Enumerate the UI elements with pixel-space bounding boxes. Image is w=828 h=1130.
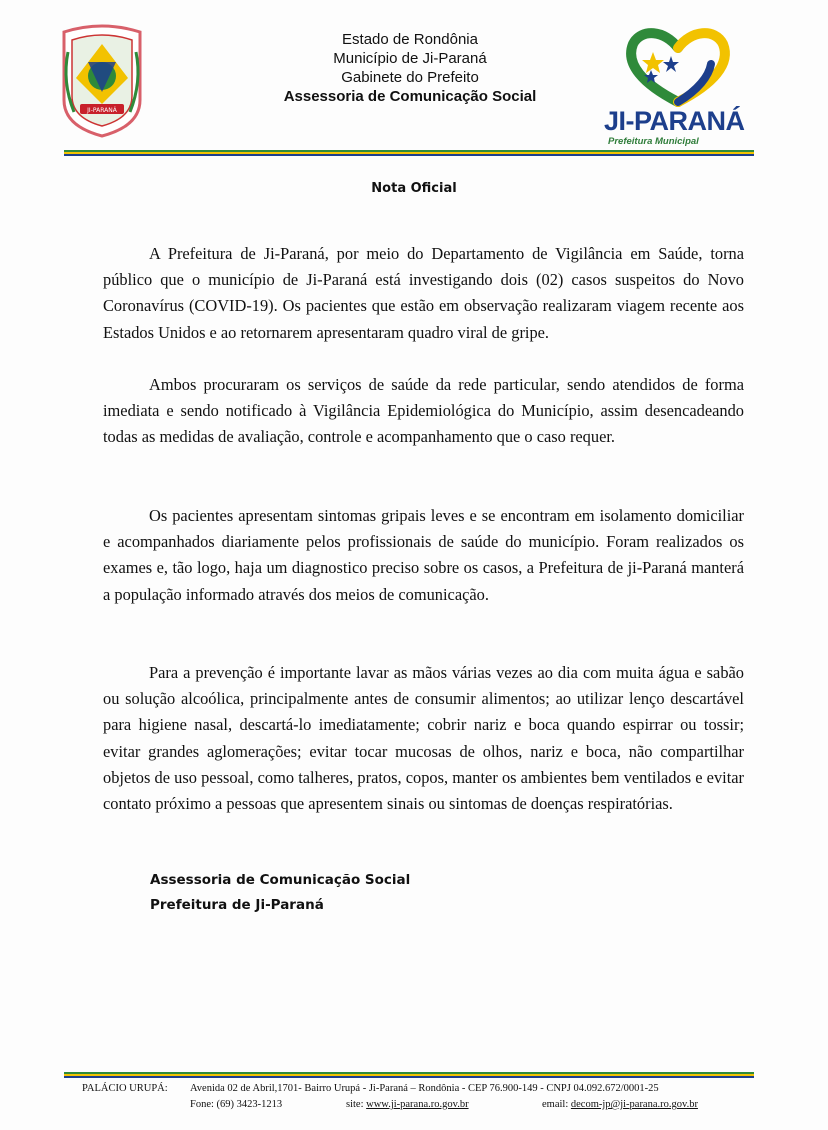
header-stripe-divider	[64, 150, 754, 156]
footer-phone: Fone: (69) 3423-1213	[190, 1099, 283, 1110]
coat-of-arms-text: JI-PARANÁ	[87, 107, 117, 114]
footer-site-label: site:	[346, 1099, 364, 1110]
footer-site	[346, 1097, 469, 1113]
logo-subtitle: Prefeitura Municipal	[608, 136, 699, 147]
paragraph-2: Ambos procuraram os serviços de saúde da rede particular, sendo atendidos de forma imediata e sendo notificado à Vigilância Epidemiológica do Município, assim desencadeando todas as medidas de avaliação, controle e acompanhamento que o caso requer.	[103, 375, 744, 447]
footer	[82, 1081, 742, 1113]
footer-site-link[interactable]: www.ji-parana.ro.gov.br	[366, 1099, 469, 1110]
paragraph-3: Os pacientes apresentam sintomas gripais leves e se encontram em isolamento domiciliar e acompanhados diariamente pelos profissionais de saúde do município. Foram realizados os exames e, tão logo, haja um diagnostico preciso sobre os casos, a Prefeitura de ji-Paraná manterá a população informado através dos meios de comunicação.	[103, 506, 744, 604]
document-title: Nota Oficial	[371, 181, 457, 196]
coat-of-arms-icon	[58, 22, 146, 140]
footer-label: PALÁCIO URUPÁ:	[82, 1083, 168, 1094]
footer-stripe-divider	[64, 1072, 754, 1078]
footer-email-link[interactable]: decom-jp@ji-parana.ro.gov.br	[570, 1099, 698, 1110]
signature-organization: Prefeitura de Ji-Paraná	[150, 897, 324, 913]
logo-title: JI-PARANÁ	[604, 106, 745, 136]
header-office: Gabinete do Prefeito	[341, 69, 479, 86]
footer-email-label: email:	[542, 1099, 569, 1110]
signature-department: Assessoria de Comunicação Social	[150, 872, 411, 888]
header-state: Estado de Rondônia	[342, 31, 478, 48]
footer-address: Avenida 02 de Abril,1701- Bairro Urupá - Ji-Paraná – Rondônia - CEP 76.900-149 - CNPJ 04.092.672/0001-25	[190, 1083, 659, 1094]
header-municipality: Município de Ji-Paraná	[333, 50, 487, 67]
header-department: Assessoria de Comunicação Social	[283, 88, 537, 105]
paragraph-1: A Prefeitura de Ji-Paraná, por meio do Departamento de Vigilância em Saúde, torna público que o município de Ji-Paraná está investigando dois (02) casos suspeitos do Novo Coronavírus (COVID-19). Os pacientes que estão em observação realizaram viagem recente aos Estados Unidos e ao retornarem apresentaram quadro viral de gripe.	[103, 244, 744, 342]
signature-block	[150, 868, 410, 918]
letterhead	[260, 30, 560, 106]
footer-email	[542, 1097, 698, 1113]
paragraph-4: Para a prevenção é importante lavar as mãos várias vezes ao dia com muita água e sabão ou solução alcoólica, principalmente antes de consumir alimentos; ao utilizar lenço descartável para higiene nasal, descartá-lo imediatamente; cobrir nariz e boca quando espirrar ou tossir; evitar grandes aglomerações; evitar tocar mucosas de olhos, nariz e boca, não compartilhar objetos de uso pessoal, como talheres, pratos, copos, manter os ambientes bem ventilados e evitar contato próximo a pessoas que apresentem sinais ou sintomas de doenças respiratórias.	[103, 663, 744, 814]
